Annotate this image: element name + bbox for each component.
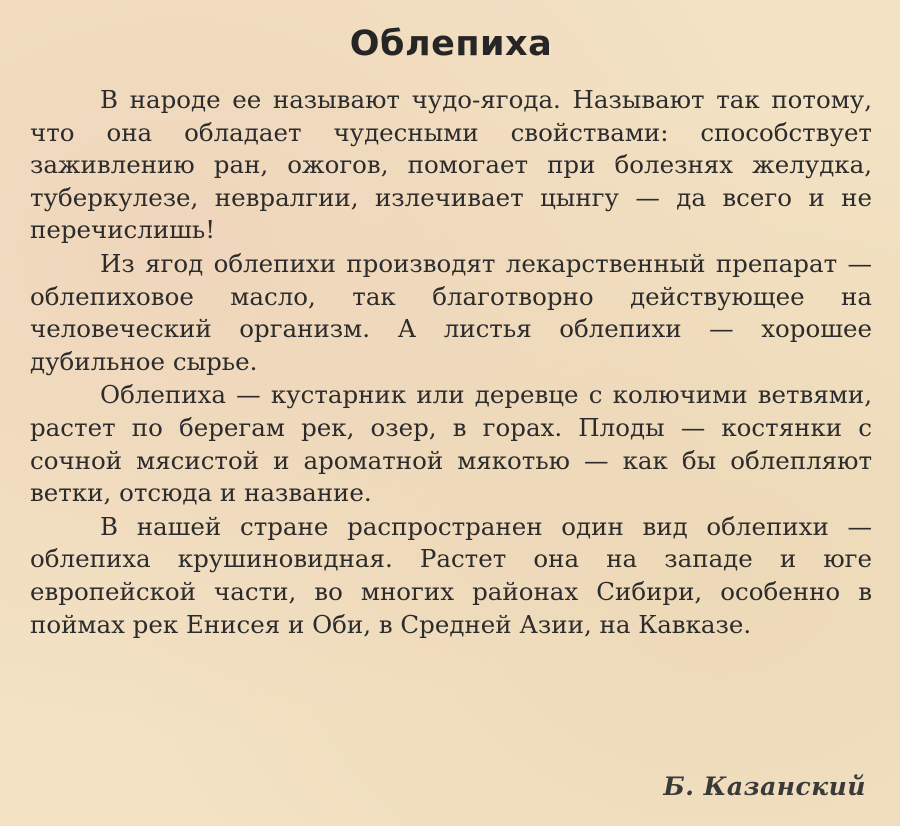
author-signature: Б. Казанский (663, 772, 866, 801)
article-paragraph-1: В народе ее называют чудо-ягода. Называют так потому, что она обладает чудесными свойствами: способствует заживлению ран, ожогов, помогает при болезнях желудка, туберкулезе, невралгии, излечивает цынгу — да всего и не перечислишь! (30, 85, 872, 245)
article-paragraph-3: Облепиха — кустарник или деревце с колючими ветвями, растет по берегам рек, озер, в горах. Плоды — костянки с сочной мясистой и ароматной мякотью — как бы облепляют ветки, отсюда и название. (30, 380, 872, 508)
article-paragraph-2: Из ягод облепихи производят лекарственный препарат — облепиховое масло, так благотворно действующее на человеческий организм. А листья облепихи — хорошее дубильное сырье. (30, 248, 872, 376)
article-paragraph-4: В нашей стране распространен один вид облепихи — облепиха крушиновидная. Растет она на западе и юге европейской части, во многих районах Сибири, особенно в поймах рек Енисея и Оби, в Средней Азии, на Кавказе. (30, 511, 872, 639)
article-title: Облепиха (349, 24, 553, 64)
